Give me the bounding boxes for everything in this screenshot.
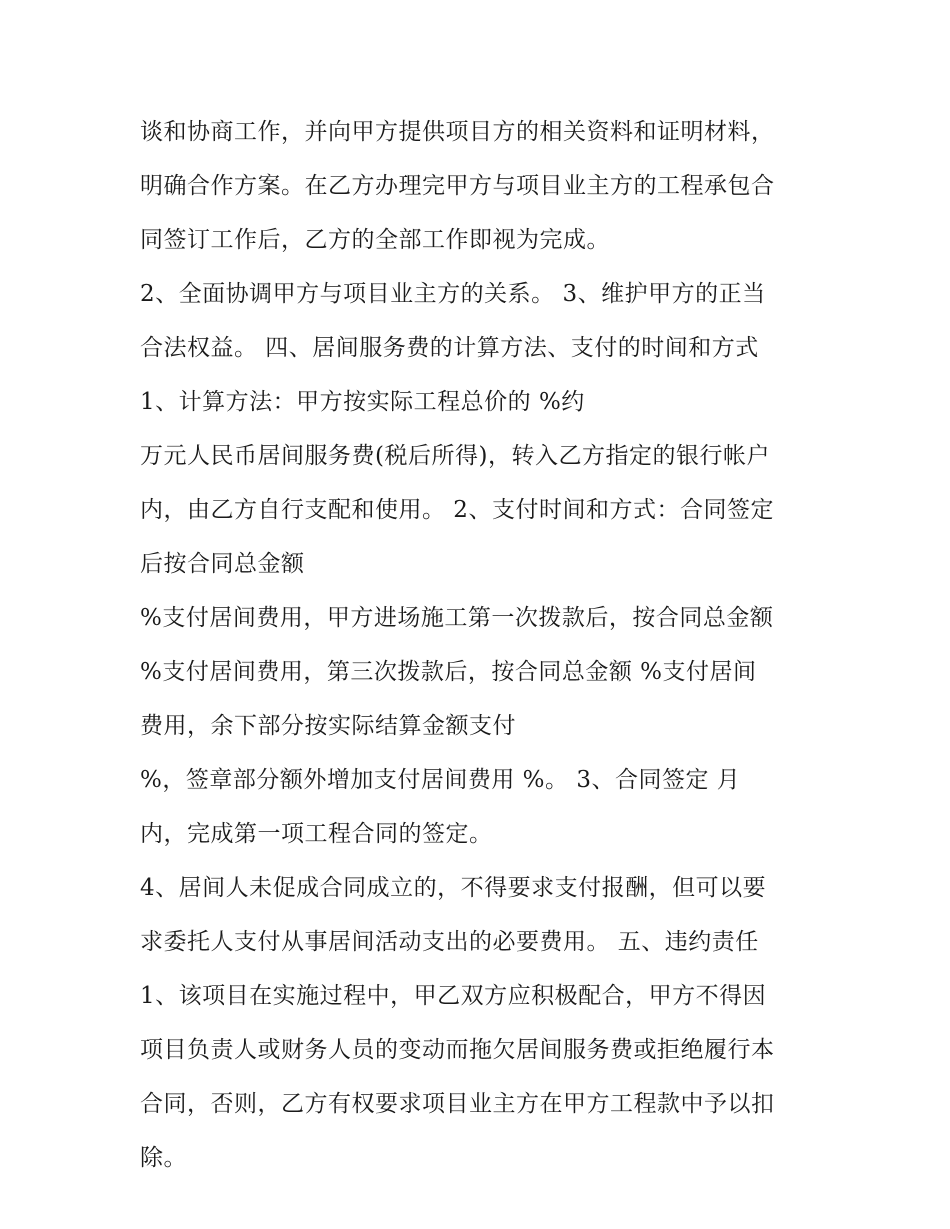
text-line: %支付居间费用，第三次拨款后，按合同总金额 %支付居间: [140, 659, 757, 685]
text-line: %，签章部分额外增加支付居间费用 %。 3、合同签定 月: [140, 767, 741, 793]
text-line: 合同，否则，乙方有权要求项目业主方在甲方工程款中予以扣: [140, 1091, 775, 1117]
text-line: 后按合同总金额: [140, 551, 305, 577]
text-line: 1、计算方法：甲方按实际工程总价的 %约: [140, 389, 585, 415]
text-line: %支付居间费用，甲方进场施工第一次拨款后，按合同总金额: [140, 605, 774, 631]
text-line: 4、居间人未促成合同成立的，不得要求支付报酬，但可以要: [140, 875, 767, 901]
contract-body-text: [140, 105, 830, 1185]
text-line: 合法权益。 四、居间服务费的计算方法、支付的时间和方式: [140, 335, 759, 361]
text-line: 内，完成第一项工程合同的签定。: [140, 821, 493, 847]
text-line: 同签订工作后，乙方的全部工作即视为完成。: [140, 227, 610, 253]
text-line: 求委托人支付从事居间活动支出的必要费用。 五、违约责任: [140, 929, 759, 955]
text-line: 费用，余下部分按实际结算金额支付: [140, 713, 516, 739]
text-line: 项目负责人或财务人员的变动而拖欠居间服务费或拒绝履行本: [140, 1037, 775, 1063]
text-line: 2、全面协调甲方与项目业主方的关系。 3、维护甲方的正当: [140, 281, 766, 307]
text-line: 谈和协商工作，并向甲方提供项目方的相关资料和证明材料，: [140, 119, 775, 145]
text-line: 除。: [140, 1145, 187, 1171]
text-line: 1、该项目在实施过程中，甲乙双方应积极配合，甲方不得因: [140, 983, 767, 1009]
text-line: 万元人民币居间服务费(税后所得)，转入乙方指定的银行帐户: [140, 443, 770, 469]
text-line: 内，由乙方自行支配和使用。 2、支付时间和方式：合同签定: [140, 497, 774, 523]
text-line: 明确合作方案。在乙方办理完甲方与项目业主方的工程承包合: [140, 173, 775, 199]
